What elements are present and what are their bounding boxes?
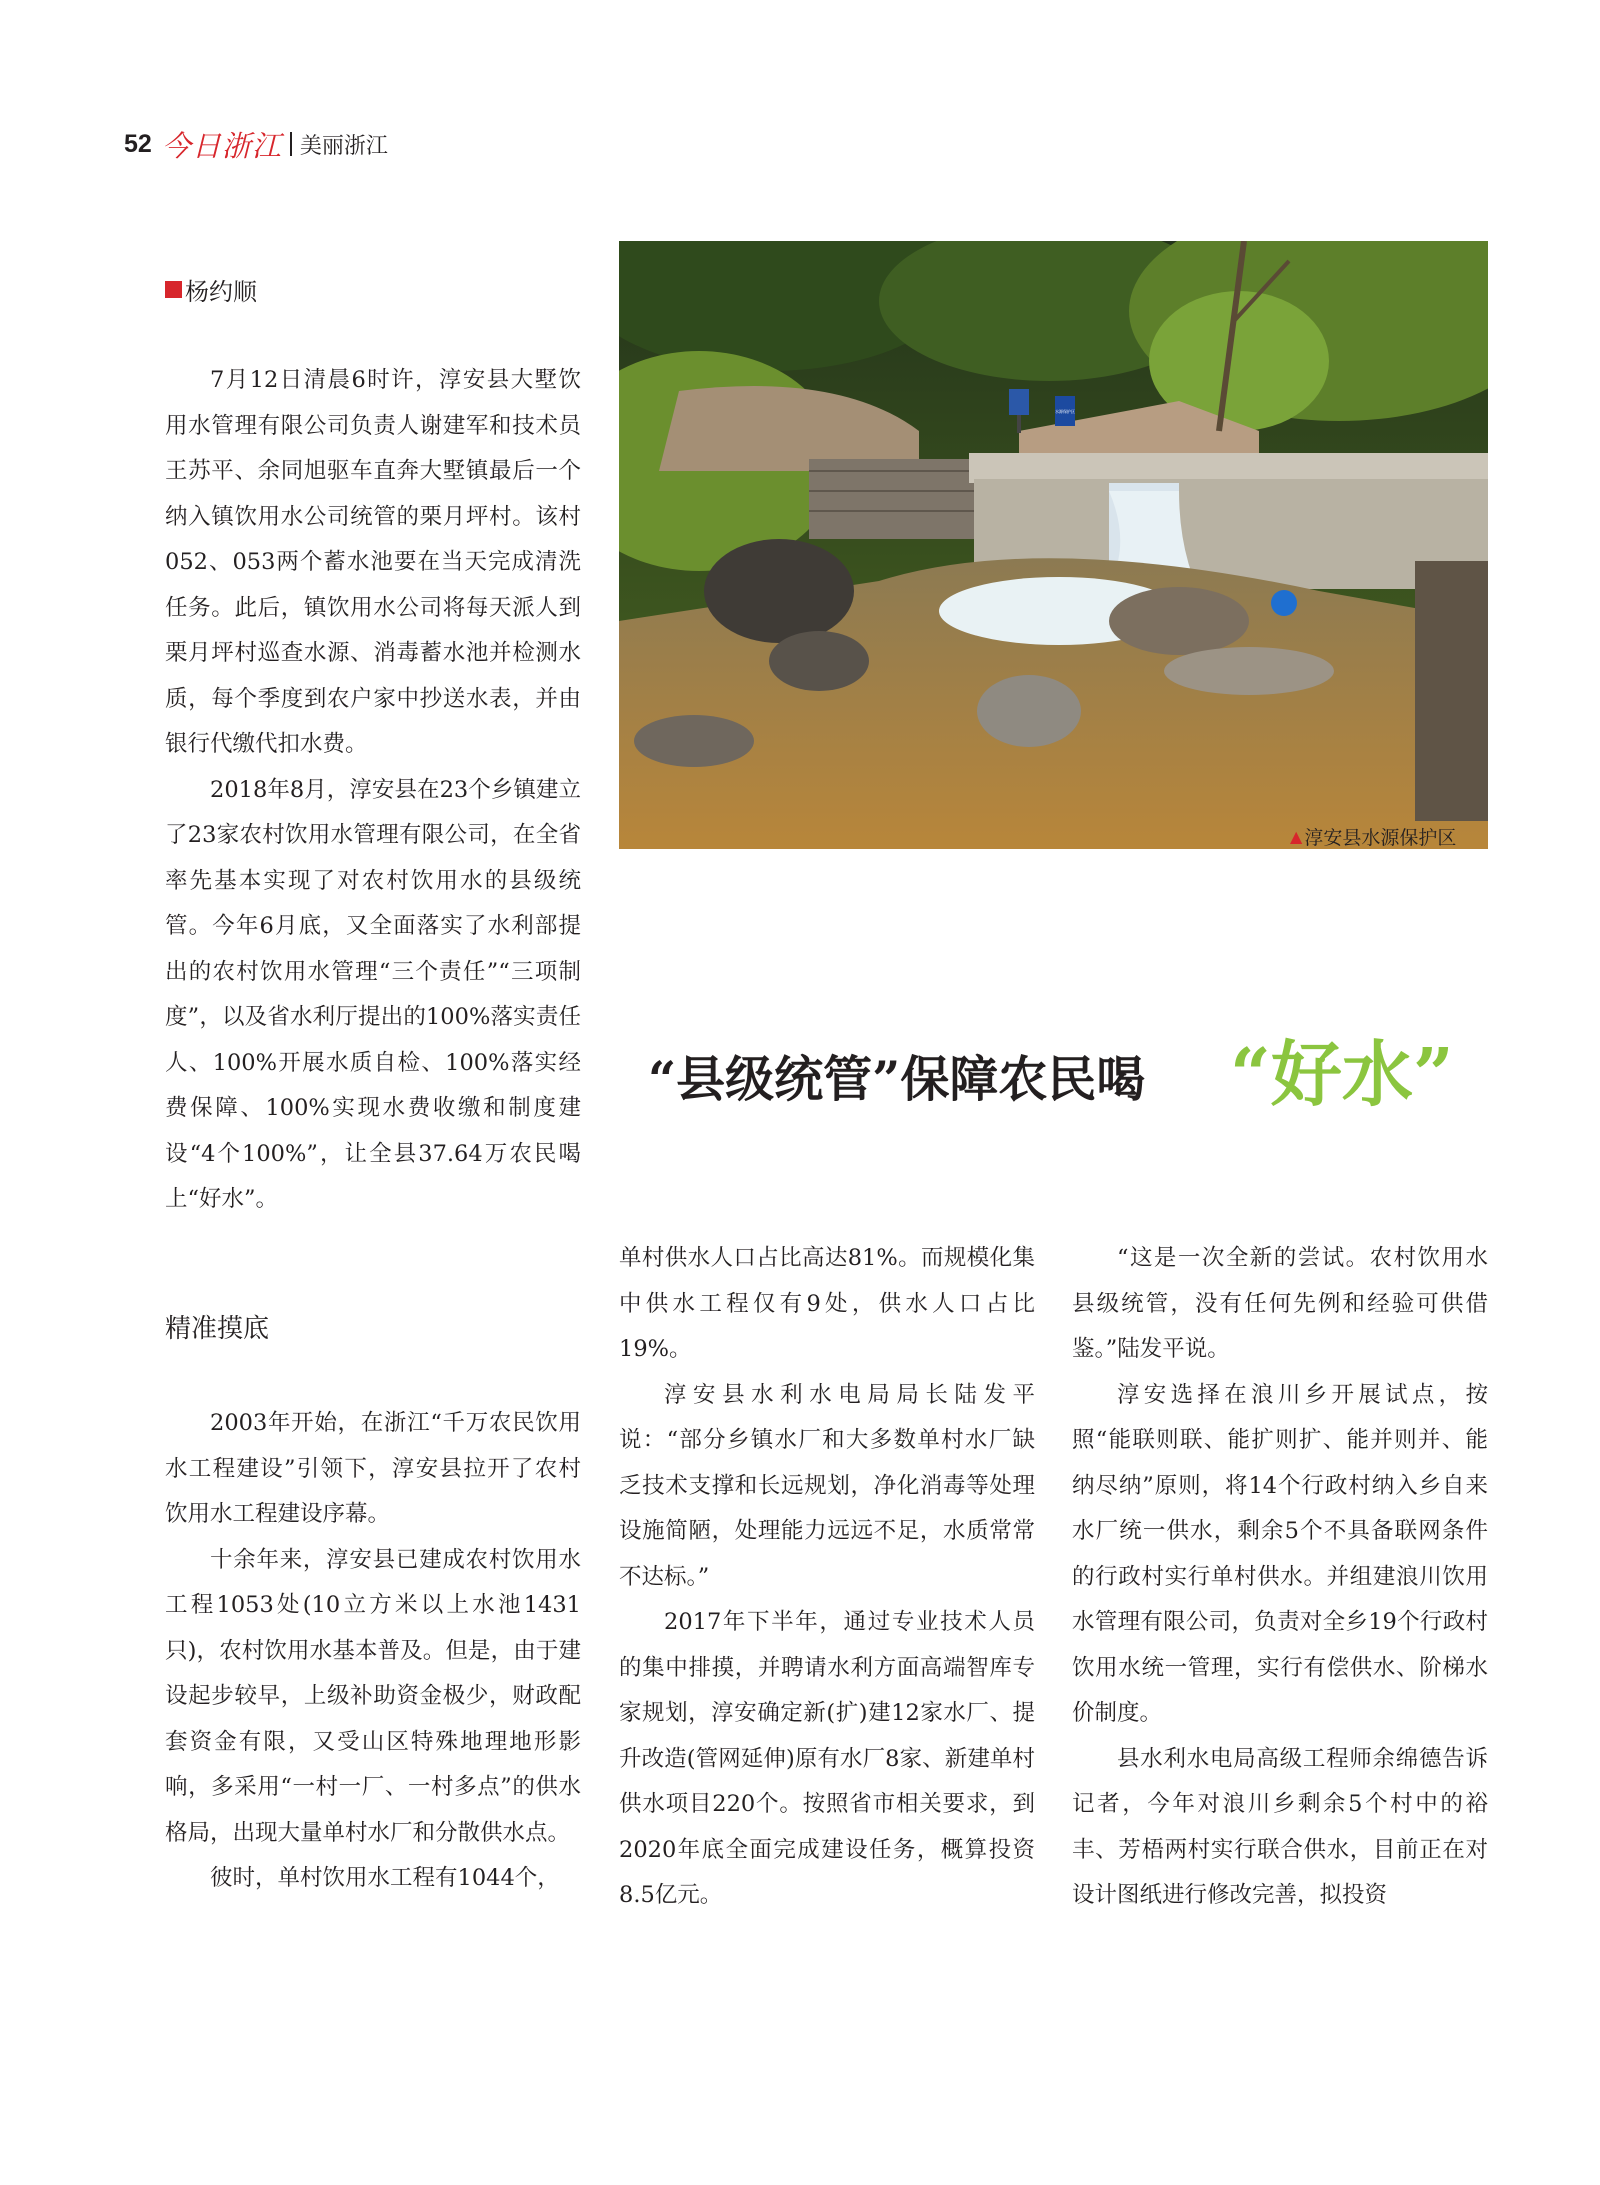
paragraph: 7月12日清晨6时许，淳安县大墅饮用水管理有限公司负责人谢建军和技术员王苏平、余同旭驱车直奔大墅镇最后一个纳入镇饮用水公司统管的栗月坪村。该村052、053两个蓄水池要在当天完成清洗任务。此后，镇饮用水公司将每天派人到栗月坪村巡查水源、消毒蓄水池并检测水质，每个季度到农户家中抄送水表，并由银行代缴代扣水费。 <box>165 367 581 757</box>
column-1-top <box>165 358 581 1223</box>
paragraph: 彼时，单村饮用水工程有1044个， <box>210 1865 560 1891</box>
paragraph: 2017年下半年，通过专业技术人员的集中排摸，并聘请水利方面高端智库专家规划，淳安确定新(扩)建12家水厂、提升改造(管网延伸)原有水厂8家、新建单村供水项目220个。按照省市相关要求，到2020年底全面完成建设任务，概算投资8.5亿元。 <box>619 1609 1035 1908</box>
paragraph: 淳安县水利水电局局长陆发平说：“部分乡镇水厂和大多数单村水厂缺乏技术支撑和长远规划，净化消毒等处理设施简陋，处理能力远远不足，水质常常不达标。” <box>619 1381 1035 1590</box>
header-divider <box>290 132 292 156</box>
column-1-bottom <box>165 1401 581 1902</box>
column-3 <box>1072 1236 1488 1919</box>
headline-accent: “好水” <box>1230 1032 1454 1116</box>
paragraph: 2018年8月，淳安县在23个乡镇建立了23家农村饮用水管理有限公司，在全省率先基本实现了对农村饮用水的县级统管。今年6月底，又全面落实了水利部提出的农村饮用水管理“三个责任”“三项制度”，以及省水利厅提出的100%落实责任人、100%开展水质自检、100%落实经费保障、100%实现水费收缴和制度建设“4个100%”，让全县37.64万农民喝上“好水”。 <box>165 776 581 1212</box>
headline <box>648 1018 1488 1118</box>
author-name: 杨约顺 <box>185 278 257 306</box>
paragraph: 淳安选择在浪川乡开展试点，按照“能联则联、能扩则扩、能并则并、能纳尽纳”原则，将14个行政村纳入乡自来水厂统一供水，剩余5个不具备联网条件的行政村实行单村供水。并组建浪川饮用水管理有限公司，负责对全乡19个行政村饮用水统一管理，实行有偿供水、阶梯水价制度。 <box>1072 1381 1488 1726</box>
water-source-illustration <box>619 241 1488 849</box>
caption-text: 淳安县水源保护区 <box>1304 827 1457 849</box>
headline-main: “县级统管”保障农民喝 <box>648 1050 1146 1108</box>
paragraph: “这是一次全新的尝试。农村饮用水县级统管，没有任何先例和经验可供借鉴。”陆发平说。 <box>1072 1245 1488 1362</box>
paragraph: 单村供水人口占比高达81%。而规模化集中供水工程仅有9处，供水人口占比19%。 <box>619 1245 1035 1362</box>
red-square-icon <box>165 281 182 298</box>
section-name: 美丽浙江 <box>299 133 388 159</box>
subheading: 精准摸底 <box>165 1314 270 1344</box>
paragraph: 县水利水电局高级工程师余绵德告诉记者，今年对浪川乡剩余5个村中的裕丰、芳梧两村实行联合供水，目前正在对设计图纸进行修改完善，拟投资 <box>1072 1745 1488 1908</box>
water-source-photo <box>619 241 1488 849</box>
photo-caption <box>1290 823 1456 850</box>
page-header <box>124 124 388 164</box>
paragraph: 十余年来，淳安县已建成农村饮用水工程1053处(10立方米以上水池1431只)，农村饮用水基本普及。但是，由于建设起步较早，上级补助资金极少，财政配套资金有限，又受山区特殊地理地形影响，多采用“一村一厂、一村多点”的供水格局，出现大量单村水厂和分散供水点。 <box>165 1546 581 1846</box>
signboard-text: 水源保护区 <box>1055 409 1075 414</box>
magazine-logo: 今日浙江 <box>161 128 282 163</box>
paragraph: 2003年开始，在浙江“千万农民饮用水工程建设”引领下，淳安县拉开了农村饮用水工程建设序幕。 <box>165 1410 581 1527</box>
page-number: 52 <box>124 129 152 158</box>
column-2 <box>619 1236 1035 1919</box>
author-byline <box>165 272 257 307</box>
triangle-icon: ▲ <box>1290 827 1303 846</box>
